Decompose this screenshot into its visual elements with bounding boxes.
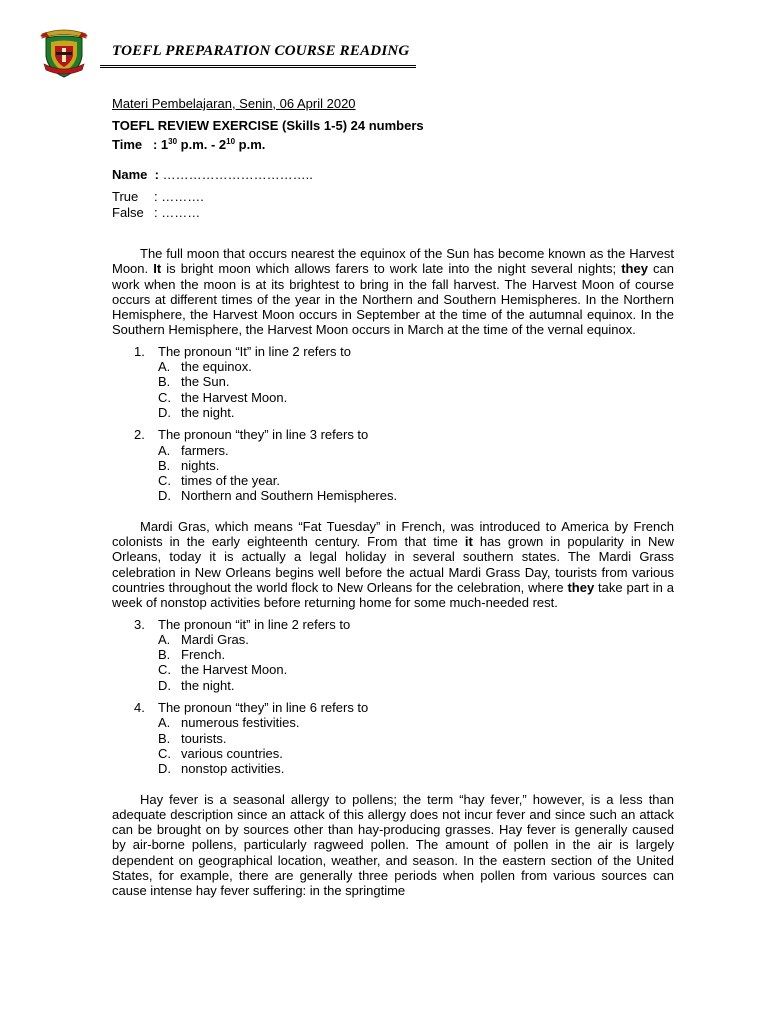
passage-paragraph xyxy=(112,246,674,338)
question-stem: The pronoun “they” in line 3 refers to xyxy=(158,427,369,443)
option-text: various countries. xyxy=(181,745,283,761)
question-item xyxy=(112,617,674,693)
answer-options xyxy=(158,632,674,693)
option-text: the Harvest Moon. xyxy=(181,662,288,678)
option-letter: B. xyxy=(158,374,171,390)
option-text: the night. xyxy=(181,404,235,420)
option-text: French. xyxy=(181,647,226,663)
passage-text: Hay fever is a seasonal allergy to pollens; the term “hay fever,” however, is a less than adequate description since an attack of this allergy does not incur fever and since such an attack can be brought on by sources other than hay-producing grasses. Hay fever is generally caused by air-borne pollens, particularly ragweed pollen. The amount of pollen in the air is largely dependent on geographical location, weather, and season. In the eastern section of the United States, for example, there are generally three periods when pollen from various sources can cause intense hay fever suffering: in the springtime xyxy=(112,791,674,899)
option-letter: A. xyxy=(158,631,171,647)
passage-text: The full moon that occurs nearest the equinox of the Sun has become known as the Harvest Moon. xyxy=(112,246,674,277)
question-stem: The pronoun “they” in line 6 refers to xyxy=(158,700,369,716)
option-letter: D. xyxy=(158,677,171,693)
answer-options xyxy=(158,715,674,776)
true-line xyxy=(112,189,676,205)
option-text: the Sun. xyxy=(181,374,230,390)
highlighted-reference-word: It xyxy=(153,261,162,277)
option-letter: A. xyxy=(158,359,171,375)
true-blank: : ………. xyxy=(154,189,204,204)
time-line: Time : $1^{30}$ p.m. - $2^{10}$ p.m. xyxy=(112,137,266,152)
answer-option xyxy=(158,405,674,420)
answer-option xyxy=(158,731,674,746)
answer-option xyxy=(158,473,674,488)
question-item xyxy=(112,700,674,776)
answer-option xyxy=(158,458,674,473)
highlighted-reference-word: they xyxy=(621,261,648,277)
answer-option xyxy=(158,715,674,730)
answer-option xyxy=(158,647,674,662)
answer-option xyxy=(158,746,674,761)
section-spacer xyxy=(112,784,674,792)
question-stem: The pronoun “it” in line 2 refers to xyxy=(158,616,351,632)
header-rule-secondary xyxy=(100,67,416,68)
option-letter: A. xyxy=(158,715,171,731)
option-text: nonstop activities. xyxy=(181,761,285,777)
option-text: Mardi Gras. xyxy=(181,631,249,647)
exercise-info xyxy=(112,96,676,221)
passage-paragraph xyxy=(112,792,674,899)
answer-options xyxy=(158,443,674,504)
option-letter: D. xyxy=(158,404,171,420)
option-text: the equinox. xyxy=(181,359,252,375)
name-blank: …………………………….. xyxy=(162,167,313,182)
passage-text: has grown in popularity in New Orleans, today it is actually a legal holiday in several southern states. The Mardi Grass celebration in New Orleans begins well before the actual Mardi Grass Day, tourists from various countries throughout the world flock to New Orleans for the celebration, where xyxy=(112,534,674,595)
passage-text: can work when the moon is at its brightest to bring in the fall harvest. The Harvest Moon of course occurs at different times of the year in the Northern and Southern Hemispheres. In the Northern Hemisphere, the Harvest Moon occurs in September at the time of the autumnal equinox. In the Southern Hemisphere, the Harvest Moon occurs in March at the time of the vernal equinox. xyxy=(112,261,675,338)
question-number: 1. xyxy=(134,343,145,359)
question-item xyxy=(112,344,674,420)
option-letter: B. xyxy=(158,647,171,663)
score-block xyxy=(112,189,676,221)
option-text: Northern and Southern Hemispheres. xyxy=(181,488,398,504)
time-start-hour: 1 xyxy=(160,137,169,152)
answer-option xyxy=(158,761,674,776)
option-letter: A. xyxy=(158,442,171,458)
option-letter: D. xyxy=(158,488,171,504)
option-letter: D. xyxy=(158,761,171,777)
false-blank: : ……… xyxy=(154,205,201,220)
passage-text: is bright moon which allows farers to work late into the night several nights; xyxy=(161,261,622,277)
question-number: 3. xyxy=(134,616,145,632)
false-line xyxy=(112,205,676,221)
question-list xyxy=(112,344,674,504)
option-text: the Harvest Moon. xyxy=(181,389,288,405)
option-letter: C. xyxy=(158,662,171,678)
question-stem: The pronoun “It” in line 2 refers to xyxy=(158,343,351,359)
option-letter: C. xyxy=(158,745,171,761)
answer-option xyxy=(158,678,674,693)
option-letter: B. xyxy=(158,730,171,746)
name-line: Name : …………………………….. xyxy=(112,167,313,182)
option-text: times of the year. xyxy=(181,473,280,489)
question-item xyxy=(112,427,674,503)
option-letter: B. xyxy=(158,457,171,473)
answer-option xyxy=(158,662,674,677)
section-spacer xyxy=(112,511,674,519)
answer-option xyxy=(158,443,674,458)
time-start-minutes: 30 xyxy=(168,137,178,146)
option-text: tourists. xyxy=(181,730,227,746)
passage-text: Mardi Gras, which means “Fat Tuesday” in French, was introduced to America by French colonists in the early eighteenth century. From that time xyxy=(112,518,674,550)
true-label: True xyxy=(112,189,139,204)
option-text: farmers. xyxy=(181,442,229,458)
answer-option xyxy=(158,488,674,503)
question-number: 4. xyxy=(134,700,145,716)
name-label: Name xyxy=(112,167,148,182)
passage-paragraph xyxy=(112,519,674,611)
time-end: p.m. xyxy=(235,137,266,152)
option-text: nights. xyxy=(181,457,220,473)
answer-option xyxy=(158,374,674,389)
option-letter: C. xyxy=(158,473,171,489)
time-label: Time xyxy=(112,137,143,152)
question-number: 2. xyxy=(134,427,145,443)
option-text: the night. xyxy=(181,677,235,693)
passage-text: take part in a week of nonstop activities before returning home for some much-needed rest. xyxy=(112,579,674,611)
answer-option xyxy=(158,632,674,647)
highlighted-reference-word: it xyxy=(464,534,473,550)
lesson-date: Materi Pembelajaran, Senin, 06 April 2020 xyxy=(112,96,356,111)
option-text: numerous festivities. xyxy=(181,715,300,731)
highlighted-reference-word: they xyxy=(567,579,595,595)
answer-options xyxy=(158,359,674,420)
answer-option xyxy=(158,359,674,374)
header-rule xyxy=(100,65,416,66)
answer-option xyxy=(158,390,674,405)
time-end-minutes: 10 xyxy=(226,137,236,146)
false-label: False xyxy=(112,205,144,220)
question-list xyxy=(112,617,674,777)
option-letter: C. xyxy=(158,389,171,405)
university-crest-icon xyxy=(36,24,92,80)
reading-content xyxy=(112,246,674,899)
time-mid: p.m. - 2 xyxy=(177,137,227,152)
header-title: TOEFL PREPARATION COURSE READING xyxy=(112,43,410,59)
exercise-title: TOEFL REVIEW EXERCISE (Skills 1-5) 24 numbers xyxy=(112,118,424,133)
